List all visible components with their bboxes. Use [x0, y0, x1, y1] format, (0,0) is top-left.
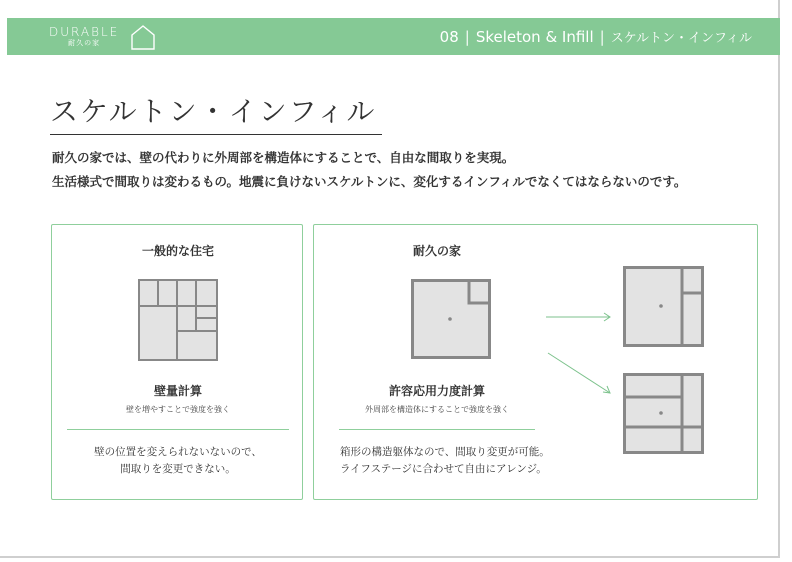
chapter-title-jp: スケルトン・インフィル: [610, 31, 752, 46]
note-line: 壁の位置を変えられないないので、: [94, 446, 262, 458]
header-bar: [7, 18, 780, 55]
divider: [339, 429, 535, 430]
floor-plan-variant-2: [623, 373, 704, 454]
card-title: 一般的な住宅: [141, 244, 214, 258]
chapter-number: 08: [439, 27, 459, 46]
conventional-floor-plan: [138, 279, 218, 361]
durable-floor-plan: [411, 279, 491, 359]
chapter-title: Skeleton & Infill: [475, 27, 594, 46]
note-line: ライフステージに合わせて自由にアレンジ。: [340, 463, 547, 475]
divider: [67, 429, 289, 430]
card-note: [52, 444, 304, 478]
conventional-house-card: [51, 224, 303, 500]
note-line: 箱形の構造躯体なので、間取り変更が可能。: [340, 446, 550, 458]
lead-line: 生活様式で間取りは変わるもの。地震に負けないスケルトンに、変化するインフィルでなくてはならないのです。: [52, 174, 687, 189]
logo: [49, 24, 155, 50]
calc-method-title: 許容応用力度計算: [388, 384, 485, 398]
logo-main-text: DURABLE: [49, 25, 120, 39]
calc-method-subtitle: 壁を増やすことで強度を強く: [126, 405, 230, 414]
lead-text: [52, 146, 686, 194]
chapter-heading: [440, 27, 752, 46]
page-title: スケルトン・インフィル: [50, 90, 382, 135]
durable-house-card: [313, 224, 758, 500]
card-title: 耐久の家: [412, 244, 461, 258]
note-line: 間取りを変更できない。: [120, 463, 236, 475]
floor-plan-variant-1: [623, 266, 704, 347]
card-note: [340, 444, 600, 478]
logo-sub-text: 耐久の家: [68, 39, 101, 47]
lead-line: 耐久の家では、壁の代わりに外周部を構造体にすることで、自由な間取りを実現。: [52, 150, 515, 165]
house-icon: [131, 24, 155, 50]
calc-method-title: 壁量計算: [153, 384, 202, 398]
separator: |: [464, 27, 470, 46]
separator: |: [599, 27, 605, 46]
calc-method-subtitle: 外周部を構造体にすることで強度を強く: [365, 405, 509, 414]
